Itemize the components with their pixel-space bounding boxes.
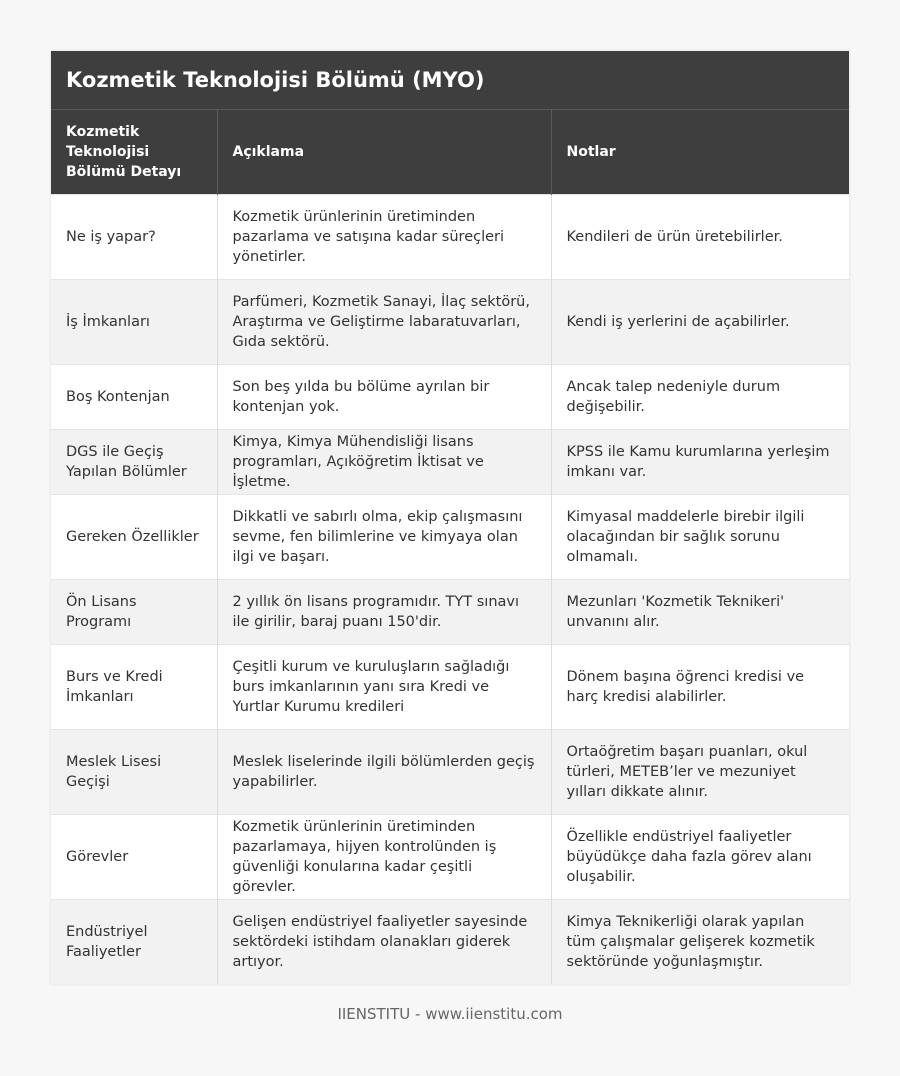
- cell-description: Gelişen endüstriyel faaliyetler sayesinde sektördeki istihdam olanakları giderek artıyor.: [217, 900, 551, 985]
- info-table: [51, 110, 849, 984]
- cell-notes: Mezunları 'Kozmetik Teknikeri' unvanını alır.: [551, 580, 849, 645]
- cell-notes: Kimyasal maddelerle birebir ilgili olacağından bir sağlık sorunu olmamalı.: [551, 495, 849, 580]
- cell-notes: KPSS ile Kamu kurumlarına yerleşim imkanı var.: [551, 430, 849, 495]
- table-row: [51, 195, 849, 280]
- cell-description: Kozmetik ürünlerinin üretiminden pazarlamaya, hijyen kontrolünden iş güvenliği konularına kadar çeşitli görevler.: [217, 815, 551, 900]
- cell-notes: Kendileri de ürün üretebilirler.: [551, 195, 849, 280]
- cell-description: Son beş yılda bu bölüme ayrılan bir kontenjan yok.: [217, 365, 551, 430]
- header-row: [51, 110, 849, 195]
- table-row: [51, 365, 849, 430]
- table-row: [51, 280, 849, 365]
- table-title: Kozmetik Teknolojisi Bölümü (MYO): [51, 51, 849, 110]
- cell-notes: Kendi iş yerlerini de açabilirler.: [551, 280, 849, 365]
- cell-notes: Ortaöğretim başarı puanları, okul türleri, METEB’ler ve mezuniyet yılları dikkate alınır.: [551, 730, 849, 815]
- cell-notes: Özellikle endüstriyel faaliyetler büyüdükçe daha fazla görev alanı oluşabilir.: [551, 815, 849, 900]
- cell-description: Kimya, Kimya Mühendisliği lisans programları, Açıköğretim İktisat ve İşletme.: [217, 430, 551, 495]
- table-row: [51, 430, 849, 495]
- cell-detail: Boş Kontenjan: [51, 365, 217, 430]
- cell-notes: Kimya Teknikerliği olarak yapılan tüm çalışmalar gelişerek kozmetik sektöründe yoğunlaşmıştır.: [551, 900, 849, 985]
- cell-detail: İş İmkanları: [51, 280, 217, 365]
- footer-credit: IIENSTITU - www.iienstitu.com: [337, 1005, 563, 1023]
- cell-detail: Görevler: [51, 815, 217, 900]
- cell-description: Kozmetik ürünlerinin üretiminden pazarlama ve satışına kadar süreçleri yönetirler.: [217, 195, 551, 280]
- cell-detail: Ne iş yapar?: [51, 195, 217, 280]
- table-row: [51, 645, 849, 730]
- cell-detail: Ön Lisans Programı: [51, 580, 217, 645]
- cell-detail: Gereken Özellikler: [51, 495, 217, 580]
- table-row: [51, 495, 849, 580]
- cell-description: Dikkatli ve sabırlı olma, ekip çalışmasını sevme, fen bilimlerine ve kimyaya olan ilgi ve başarı.: [217, 495, 551, 580]
- column-header-description: Açıklama: [217, 110, 551, 195]
- cell-detail: Meslek Lisesi Geçişi: [51, 730, 217, 815]
- cell-description: 2 yıllık ön lisans programıdır. TYT sınavı ile girilir, baraj puanı 150'dir.: [217, 580, 551, 645]
- cell-notes: Dönem başına öğrenci kredisi ve harç kredisi alabilirler.: [551, 645, 849, 730]
- table-row: [51, 815, 849, 900]
- table-row: [51, 580, 849, 645]
- cell-description: Parfümeri, Kozmetik Sanayi, İlaç sektörü, Araştırma ve Geliştirme labaratuvarları, Gıda sektörü.: [217, 280, 551, 365]
- cell-description: Çeşitli kurum ve kuruluşların sağladığı burs imkanlarının yanı sıra Kredi ve Yurtlar Kurumu kredileri: [217, 645, 551, 730]
- table-card: [51, 51, 849, 984]
- column-header-notes: Notlar: [551, 110, 849, 195]
- cell-notes: Ancak talep nedeniyle durum değişebilir.: [551, 365, 849, 430]
- table-row: [51, 730, 849, 815]
- column-header-detail: Kozmetik Teknolojisi Bölümü Detayı: [51, 110, 217, 195]
- cell-description: Meslek liselerinde ilgili bölümlerden geçiş yapabilirler.: [217, 730, 551, 815]
- cell-detail: Endüstriyel Faaliyetler: [51, 900, 217, 985]
- cell-detail: Burs ve Kredi İmkanları: [51, 645, 217, 730]
- table-row: [51, 900, 849, 985]
- cell-detail: DGS ile Geçiş Yapılan Bölümler: [51, 430, 217, 495]
